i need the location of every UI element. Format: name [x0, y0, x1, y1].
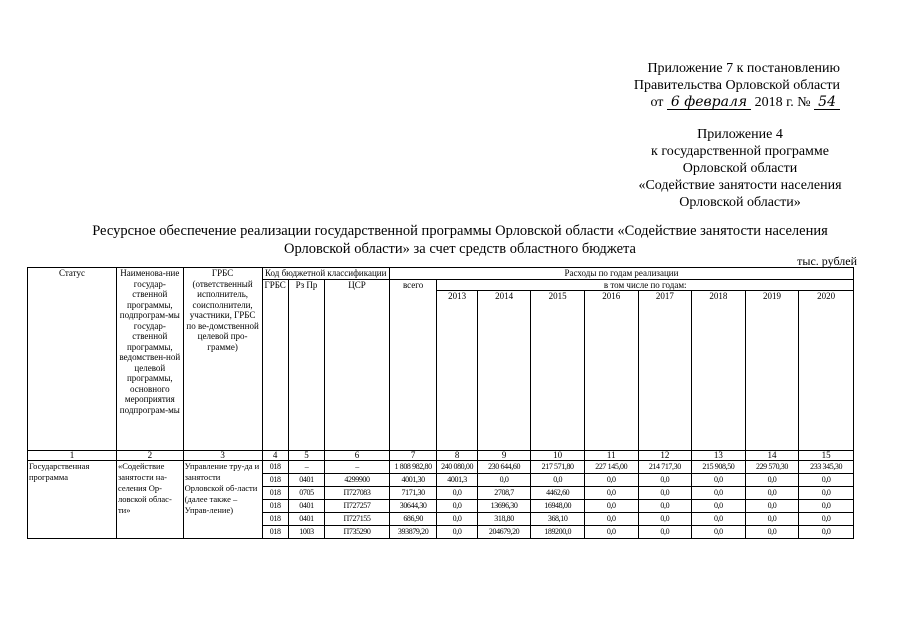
appendix7-line1: Приложение 7 к постановлению [647, 61, 840, 76]
column-number: 13 [692, 451, 746, 461]
header-year: 2016 [584, 291, 638, 451]
header-grbs-responsible: ГРБС (ответственный исполнитель, соисполнители, участники, ГРБС по ве-домственной целевой про-грамме) [183, 268, 262, 451]
cell-csr: – [325, 461, 390, 474]
header-year: 2017 [638, 291, 692, 451]
cell-2014: 230 644,60 [477, 461, 531, 474]
cell-grbs: 018 [262, 474, 288, 487]
cell-2019: 0,0 [745, 487, 799, 500]
cell-rzpr: 0705 [288, 487, 324, 500]
column-number: 7 [389, 451, 437, 461]
cell-2018: 0,0 [692, 487, 746, 500]
cell-grbs: 018 [262, 500, 288, 513]
program-name-cell: «Содействие занятости на-селения Ор-ловской облас-ти» [116, 461, 183, 539]
cell-2016: 0,0 [584, 500, 638, 513]
header-by-years: в том числе по годам: [437, 279, 854, 291]
header-year: 2014 [477, 291, 531, 451]
grbs-responsible-cell: Управление тру-да и занятости Орловской об-ласти (далее также – Управ-ление) [183, 461, 262, 539]
cell-2017: 0,0 [638, 526, 692, 539]
cell-total: 4001,30 [389, 474, 437, 487]
header-year: 2020 [799, 291, 854, 451]
cell-rzpr: 1003 [288, 526, 324, 539]
header-name: Наименова-ние государ-ственной программы, подпрограм-мы государ-ственной программы, ведомствен-ной целевой программы, основного мероприятия подпрограм-мы [116, 268, 183, 451]
header-csr: ЦСР [325, 279, 390, 451]
cell-2016: 0,0 [584, 513, 638, 526]
cell-2020: 233 345,30 [799, 461, 854, 474]
cell-2013: 0,0 [437, 487, 477, 500]
cell-2019: 0,0 [745, 526, 799, 539]
cell-2018: 0,0 [692, 500, 746, 513]
cell-grbs: 018 [262, 461, 288, 474]
header-total: всего [389, 279, 437, 451]
cell-2015: 16948,00 [531, 500, 585, 513]
document-title [40, 222, 880, 258]
header-status: Статус [28, 268, 117, 451]
cell-grbs: 018 [262, 513, 288, 526]
cell-total: 7171,30 [389, 487, 437, 500]
cell-total: 30644,30 [389, 500, 437, 513]
header-budget-code: Код бюджетной классификации [262, 268, 389, 280]
handwritten-date: 6 февраля [667, 95, 751, 110]
column-number: 14 [745, 451, 799, 461]
cell-csr: П735290 [325, 526, 390, 539]
appendix7-year: 2018 г. № [754, 95, 811, 110]
cell-2020: 0,0 [799, 500, 854, 513]
cell-2018: 215 908,50 [692, 461, 746, 474]
cell-2015: 189200,0 [531, 526, 585, 539]
cell-csr: 4299900 [325, 474, 390, 487]
table-row [28, 461, 854, 474]
cell-2017: 0,0 [638, 474, 692, 487]
column-number-row [28, 451, 854, 461]
cell-2020: 0,0 [799, 487, 854, 500]
cell-2018: 0,0 [692, 474, 746, 487]
column-number: 6 [325, 451, 390, 461]
cell-2020: 0,0 [799, 513, 854, 526]
document-title-line2: Орловской области» за счет средств областного бюджета [284, 241, 636, 257]
cell-2019: 0,0 [745, 474, 799, 487]
cell-total: 686,90 [389, 513, 437, 526]
header-row-1 [28, 268, 854, 280]
appendix4-block [620, 126, 860, 211]
column-number: 2 [116, 451, 183, 461]
cell-2017: 214 717,30 [638, 461, 692, 474]
cell-2018: 0,0 [692, 513, 746, 526]
cell-rzpr: 0401 [288, 474, 324, 487]
resource-table [27, 267, 854, 539]
appendix4-line: к государственной программе [651, 144, 829, 159]
cell-2019: 229 570,30 [745, 461, 799, 474]
column-number: 15 [799, 451, 854, 461]
appendix7-from: от [650, 95, 664, 110]
cell-2013: 0,0 [437, 500, 477, 513]
cell-2016: 0,0 [584, 526, 638, 539]
units-label: тыс. рублей [797, 254, 857, 268]
header-rzpr: Рз Пр [288, 279, 324, 451]
header-year: 2019 [745, 291, 799, 451]
appendix7-block [600, 60, 840, 111]
appendix4-line: Приложение 4 [697, 127, 783, 142]
appendix7-line2: Правительства Орловской области [633, 78, 840, 93]
column-number: 8 [437, 451, 477, 461]
cell-2015: 4462,60 [531, 487, 585, 500]
cell-csr: П727155 [325, 513, 390, 526]
cell-2020: 0,0 [799, 526, 854, 539]
cell-2013: 240 080,00 [437, 461, 477, 474]
cell-2019: 0,0 [745, 513, 799, 526]
cell-2014: 318,80 [477, 513, 531, 526]
cell-2016: 0,0 [584, 474, 638, 487]
appendix7-date-line [600, 94, 840, 111]
column-number: 11 [584, 451, 638, 461]
cell-2019: 0,0 [745, 500, 799, 513]
cell-2015: 0,0 [531, 474, 585, 487]
appendix4-line: Орловской области [682, 161, 798, 176]
column-number: 12 [638, 451, 692, 461]
header-grbs: ГРБС [262, 279, 288, 451]
cell-2017: 0,0 [638, 513, 692, 526]
cell-csr: П727083 [325, 487, 390, 500]
handwritten-number: 54 [814, 95, 840, 110]
cell-rzpr: – [288, 461, 324, 474]
cell-2013: 4001,3 [437, 474, 477, 487]
cell-csr: П727257 [325, 500, 390, 513]
cell-2013: 0,0 [437, 513, 477, 526]
appendix4-line: «Содействие занятости населения [638, 178, 842, 193]
header-year: 2018 [692, 291, 746, 451]
document-title-line1: Ресурсное обеспечение реализации государственной программы Орловской области «Содействие занятости населения [92, 223, 828, 239]
cell-2015: 217 571,80 [531, 461, 585, 474]
cell-2016: 227 145,00 [584, 461, 638, 474]
column-number: 4 [262, 451, 288, 461]
header-year: 2015 [531, 291, 585, 451]
cell-total: 1 808 982,80 [389, 461, 437, 474]
cell-rzpr: 0401 [288, 513, 324, 526]
column-number: 9 [477, 451, 531, 461]
cell-2017: 0,0 [638, 500, 692, 513]
cell-2014: 0,0 [477, 474, 531, 487]
cell-rzpr: 0401 [288, 500, 324, 513]
header-year: 2013 [437, 291, 477, 451]
cell-2013: 0,0 [437, 526, 477, 539]
cell-2018: 0,0 [692, 526, 746, 539]
cell-2015: 368,10 [531, 513, 585, 526]
cell-grbs: 018 [262, 487, 288, 500]
appendix4-line: Орловской области» [679, 195, 801, 210]
column-number: 1 [28, 451, 117, 461]
header-expenses: Расходы по годам реализации [389, 268, 853, 280]
cell-2017: 0,0 [638, 487, 692, 500]
column-number: 5 [288, 451, 324, 461]
cell-2020: 0,0 [799, 474, 854, 487]
status-cell: Государственная программа [28, 461, 117, 539]
cell-2014: 2708,7 [477, 487, 531, 500]
cell-total: 393879,20 [389, 526, 437, 539]
cell-grbs: 018 [262, 526, 288, 539]
cell-2016: 0,0 [584, 487, 638, 500]
cell-2014: 13696,30 [477, 500, 531, 513]
cell-2014: 204679,20 [477, 526, 531, 539]
column-number: 3 [183, 451, 262, 461]
column-number: 10 [531, 451, 585, 461]
